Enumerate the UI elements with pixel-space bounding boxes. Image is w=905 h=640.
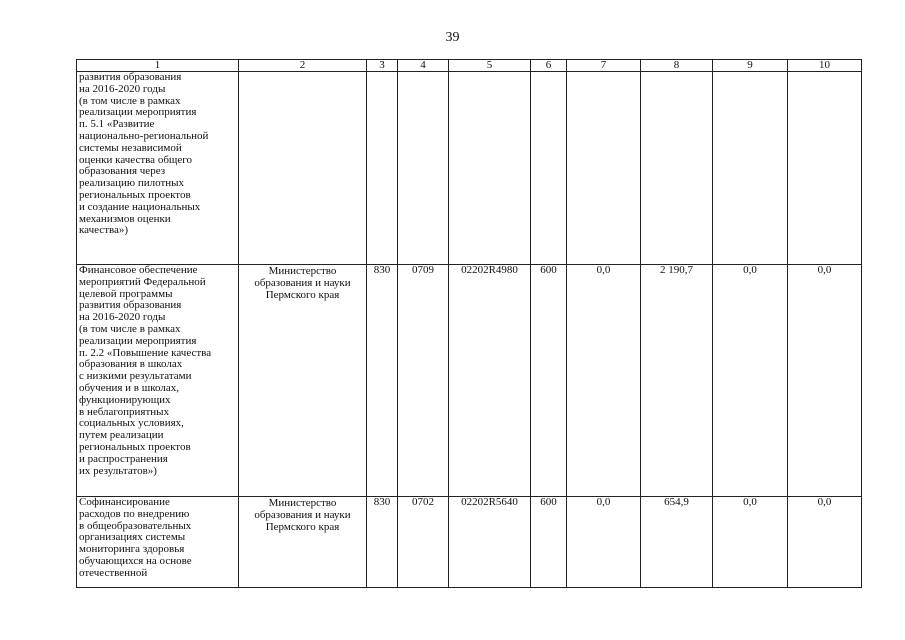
row-section-code: 0702: [398, 497, 449, 588]
column-header-7: 7: [567, 60, 641, 72]
row-value-col10: 0,0: [788, 265, 862, 497]
row-description-text: Финансовое обеспечение мероприятий Федеральной целевой программы развития образования на 2016-2020 годы (в том числе в рамках реализации мероприятия п. 2.2 «Повышение качества образования в школах с низкими результатами обучения и в школах, функционирующих в неблагоприятных социальных условиях, путем реализации региональных проектов и распространения их результатов»): [79, 264, 212, 477]
column-header-5: 5: [449, 60, 531, 72]
row-value-col9: 0,0: [713, 497, 788, 588]
column-header-6: 6: [531, 60, 567, 72]
row-grbs-code: 830: [367, 497, 398, 588]
row-ministry: Министерство образования и науки Пермского края: [239, 265, 367, 497]
row-expense-type: 600: [531, 497, 567, 588]
column-header-1: 1: [77, 60, 239, 72]
row-grbs-code: [367, 72, 398, 265]
row-description: [77, 497, 239, 588]
row-value-col8: 654,9: [641, 497, 713, 588]
row-description: [77, 72, 239, 265]
column-number-row: [77, 60, 862, 72]
row-value-col9: 0,0: [713, 265, 788, 497]
row-value-col7: 0,0: [567, 497, 641, 588]
column-header-4: 4: [398, 60, 449, 72]
row-description-text: Софинансирование расходов по внедрению в общеобразовательных организациях системы мониторинга здоровья обучающихся на основе отечественной: [79, 496, 192, 579]
row-target-code: 02202R4980: [449, 265, 531, 497]
table-row: [77, 497, 862, 588]
row-value-col8: [641, 72, 713, 265]
row-description: [77, 265, 239, 497]
row-ministry: [239, 72, 367, 265]
row-value-col8: 2 190,7: [641, 265, 713, 497]
column-header-3: 3: [367, 60, 398, 72]
column-header-10: 10: [788, 60, 862, 72]
table-row: [77, 265, 862, 497]
row-target-code: [449, 72, 531, 265]
budget-table: [76, 59, 862, 588]
table-row: [77, 72, 862, 265]
row-grbs-code: 830: [367, 265, 398, 497]
row-expense-type: 600: [531, 265, 567, 497]
column-header-9: 9: [713, 60, 788, 72]
row-target-code: 02202R5640: [449, 497, 531, 588]
row-value-col7: [567, 72, 641, 265]
row-value-col10: 0,0: [788, 497, 862, 588]
column-header-2: 2: [239, 60, 367, 72]
row-expense-type: [531, 72, 567, 265]
page-number: 39: [445, 30, 460, 45]
row-ministry: Министерство образования и науки Пермского края: [239, 497, 367, 588]
row-value-col7: 0,0: [567, 265, 641, 497]
row-section-code: [398, 72, 449, 265]
row-value-col10: [788, 72, 862, 265]
row-section-code: 0709: [398, 265, 449, 497]
row-value-col9: [713, 72, 788, 265]
column-header-8: 8: [641, 60, 713, 72]
row-description-text: развития образования на 2016-2020 годы (в том числе в рамках реализации мероприятия п. 5.1 «Развитие национально-региональной системы независимой оценки качества общего образования через реализацию пилотных региональных проектов и создание национальных механизмов оценки качества»): [79, 71, 209, 237]
